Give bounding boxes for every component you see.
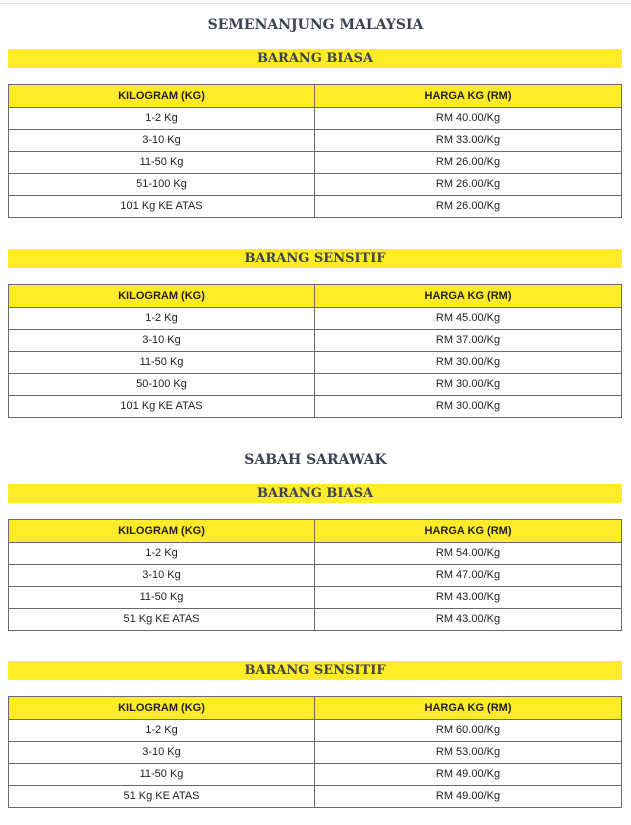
section-heading-sensitif: BARANG SENSITIF — [8, 249, 622, 268]
price-cell: RM 26.00/Kg — [315, 196, 622, 218]
table-row — [9, 720, 622, 742]
weight-cell: 101 Kg KE ATAS — [9, 196, 315, 218]
weight-cell: 51 Kg KE ATAS — [9, 786, 315, 808]
price-cell: RM 26.00/Kg — [315, 152, 622, 174]
weight-cell: 1-2 Kg — [9, 108, 315, 130]
table-row — [9, 108, 622, 130]
table-header-row — [9, 520, 622, 543]
top-divider — [0, 3, 631, 4]
price-cell: RM 60.00/Kg — [315, 720, 622, 742]
table-row — [9, 196, 622, 218]
region-title-sabah-sarawak: SABAH SARAWAK — [244, 452, 387, 468]
price-cell: RM 30.00/Kg — [315, 396, 622, 418]
table-row — [9, 587, 622, 609]
table-row — [9, 786, 622, 808]
region-title-semenanjung: SEMENANJUNG MALAYSIA — [207, 17, 424, 33]
table-row — [9, 565, 622, 587]
price-cell: RM 30.00/Kg — [315, 352, 622, 374]
column-header-kilogram: KILOGRAM (KG) — [9, 285, 315, 308]
rate-table-sabah-biasa — [8, 519, 622, 631]
weight-cell: 101 Kg KE ATAS — [9, 396, 315, 418]
section-heading-sensitif: BARANG SENSITIF — [8, 661, 622, 680]
section-heading-biasa: BARANG BIASA — [8, 484, 622, 503]
table-header-row — [9, 285, 622, 308]
weight-cell: 1-2 Kg — [9, 720, 315, 742]
weight-cell: 3-10 Kg — [9, 130, 315, 152]
table-header-row — [9, 697, 622, 720]
price-cell: RM 47.00/Kg — [315, 565, 622, 587]
column-header-price: HARGA KG (RM) — [315, 285, 622, 308]
price-cell: RM 37.00/Kg — [315, 330, 622, 352]
weight-cell: 3-10 Kg — [9, 565, 315, 587]
weight-cell: 1-2 Kg — [9, 543, 315, 565]
weight-cell: 11-50 Kg — [9, 352, 315, 374]
weight-cell: 50-100 Kg — [9, 374, 315, 396]
rate-table-sabah-sensitif — [8, 696, 622, 808]
price-cell: RM 49.00/Kg — [315, 764, 622, 786]
column-header-kilogram: KILOGRAM (KG) — [9, 520, 315, 543]
table-row — [9, 174, 622, 196]
rate-table-semenanjung-sensitif — [8, 284, 622, 418]
table-row — [9, 330, 622, 352]
table-header-row — [9, 85, 622, 108]
table-row — [9, 609, 622, 631]
weight-cell: 3-10 Kg — [9, 742, 315, 764]
price-cell: RM 40.00/Kg — [315, 108, 622, 130]
price-cell: RM 45.00/Kg — [315, 308, 622, 330]
column-header-kilogram: KILOGRAM (KG) — [9, 697, 315, 720]
column-header-kilogram: KILOGRAM (KG) — [9, 85, 315, 108]
weight-cell: 1-2 Kg — [9, 308, 315, 330]
table-row — [9, 352, 622, 374]
weight-cell: 11-50 Kg — [9, 587, 315, 609]
column-header-price: HARGA KG (RM) — [315, 85, 622, 108]
section-heading-biasa: BARANG BIASA — [8, 49, 622, 68]
weight-cell: 11-50 Kg — [9, 152, 315, 174]
price-cell: RM 30.00/Kg — [315, 374, 622, 396]
weight-cell: 51 Kg KE ATAS — [9, 609, 315, 631]
table-row — [9, 152, 622, 174]
table-row — [9, 543, 622, 565]
table-row — [9, 308, 622, 330]
table-row — [9, 374, 622, 396]
price-cell: RM 43.00/Kg — [315, 609, 622, 631]
column-header-price: HARGA KG (RM) — [315, 520, 622, 543]
weight-cell: 51-100 Kg — [9, 174, 315, 196]
price-cell: RM 43.00/Kg — [315, 587, 622, 609]
table-row — [9, 130, 622, 152]
table-row — [9, 764, 622, 786]
price-cell: RM 49.00/Kg — [315, 786, 622, 808]
column-header-price: HARGA KG (RM) — [315, 697, 622, 720]
weight-cell: 3-10 Kg — [9, 330, 315, 352]
price-cell: RM 54.00/Kg — [315, 543, 622, 565]
rate-table-semenanjung-biasa — [8, 84, 622, 218]
price-cell: RM 53.00/Kg — [315, 742, 622, 764]
table-row — [9, 742, 622, 764]
price-cell: RM 33.00/Kg — [315, 130, 622, 152]
price-cell: RM 26.00/Kg — [315, 174, 622, 196]
weight-cell: 11-50 Kg — [9, 764, 315, 786]
table-row — [9, 396, 622, 418]
